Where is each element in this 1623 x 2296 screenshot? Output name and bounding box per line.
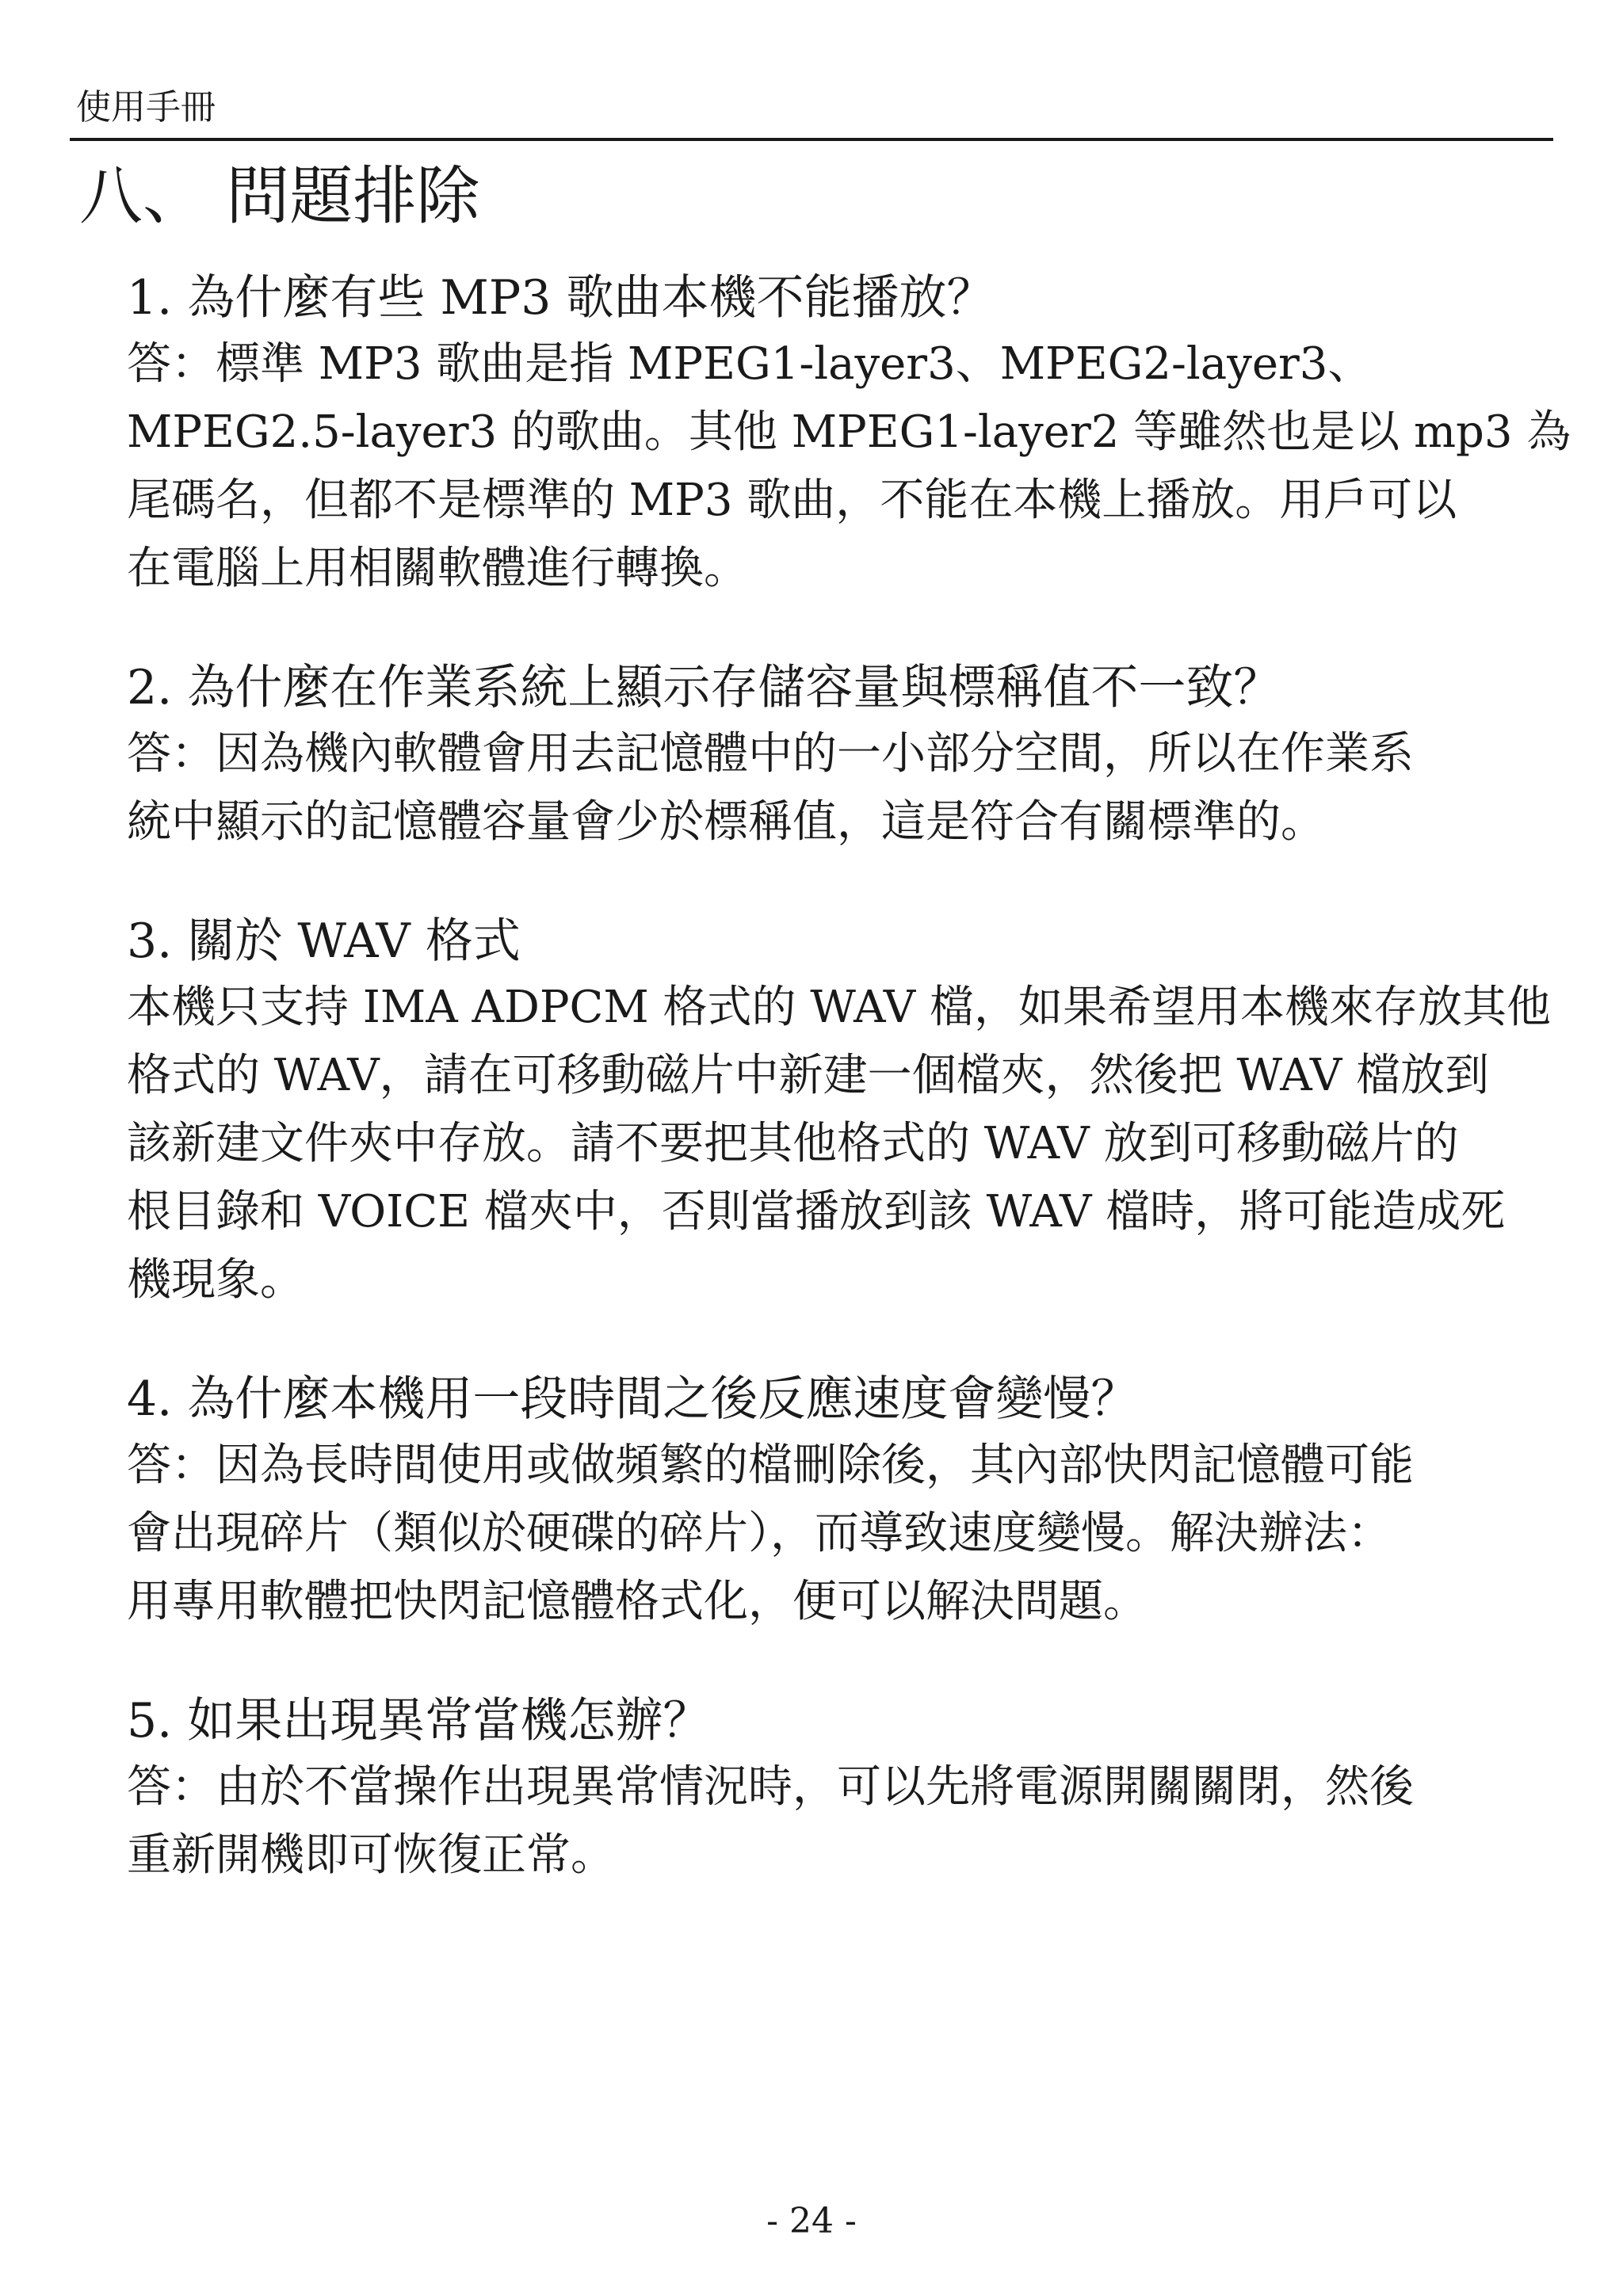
faq-answer-line: 用專用軟體把快閃記憶體格式化，便可以解決問題。 — [127, 1576, 1148, 1627]
faq-question: 3. 關於 WAV 格式 — [127, 913, 521, 969]
faq-answer-line: 格式的 WAV，請在可移動磁片中新建一個檔夾，然後把 WAV 檔放到 — [127, 1050, 1490, 1101]
page-number: - 24 - — [766, 2201, 857, 2241]
faq-question: 1. 為什麼有些 MP3 歌曲本機不能播放？ — [127, 270, 995, 326]
faq-answer-line: 機現象。 — [127, 1254, 304, 1306]
faq-answer-line: 尾碼名，但都不是標準的 MP3 歌曲，不能在本機上播放。用戶可以 — [127, 475, 1457, 526]
faq-content — [127, 265, 1571, 1890]
faq-item-4 — [127, 1367, 1553, 1636]
header-divider — [70, 138, 1553, 141]
faq-answer-line: 根目錄和 VOICE 檔夾中，否則當播放到該 WAV 檔時，將可能造成死 — [127, 1186, 1506, 1238]
faq-item-5 — [127, 1688, 1553, 1890]
faq-answer-line: 答：標準 MP3 歌曲是指 MPEG1-layer3、MPEG2-layer3、 — [127, 338, 1373, 390]
faq-question: 5. 如果出現異常當機怎辦？ — [127, 1693, 711, 1749]
faq-answer-line: 在電腦上用相關軟體進行轉換。 — [127, 543, 748, 594]
header-label: 使用手冊 — [76, 87, 216, 128]
faq-answer-line: 答：因為機內軟體會用去記憶體中的一小部分空間，所以在作業系 — [127, 728, 1414, 780]
faq-answer-line: 本機只支持 IMA ADPCM 格式的 WAV 檔，如果希望用本機來存放其他 — [127, 982, 1551, 1033]
faq-answer-line: 答：由於不當操作出現異常情況時，可以先將電源開關關閉，然後 — [127, 1761, 1414, 1813]
faq-answer-line: 答：因為長時間使用或做頻繁的檔刪除後，其內部快閃記憶體可能 — [127, 1440, 1414, 1491]
faq-answer-line: 該新建文件夾中存放。請不要把其他格式的 WAV 放到可移動磁片的 — [127, 1118, 1459, 1169]
faq-item-3 — [127, 909, 1553, 1314]
faq-answer-line: 統中顯示的記憶體容量會少於標稱值，這是符合有關標準的。 — [127, 796, 1325, 848]
faq-answer-line: 會出現碎片（類似於硬碟的碎片），而導致速度變慢。解決辦法： — [127, 1508, 1392, 1559]
faq-question: 2. 為什麼在作業系統上顯示存儲容量與標稱值不一致？ — [127, 660, 1281, 715]
faq-question: 4. 為什麼本機用一段時間之後反應速度會變慢？ — [127, 1371, 1139, 1427]
faq-item-2 — [127, 655, 1553, 856]
faq-answer-line: MPEG2.5-layer3 的歌曲。其他 MPEG1-layer2 等雖然也是以 mp3 為 — [127, 406, 1571, 458]
faq-answer-line: 重新開機即可恢復正常。 — [127, 1829, 615, 1881]
chapter-title: 八、 問題排除 — [79, 159, 480, 233]
faq-item-1 — [127, 265, 1571, 603]
